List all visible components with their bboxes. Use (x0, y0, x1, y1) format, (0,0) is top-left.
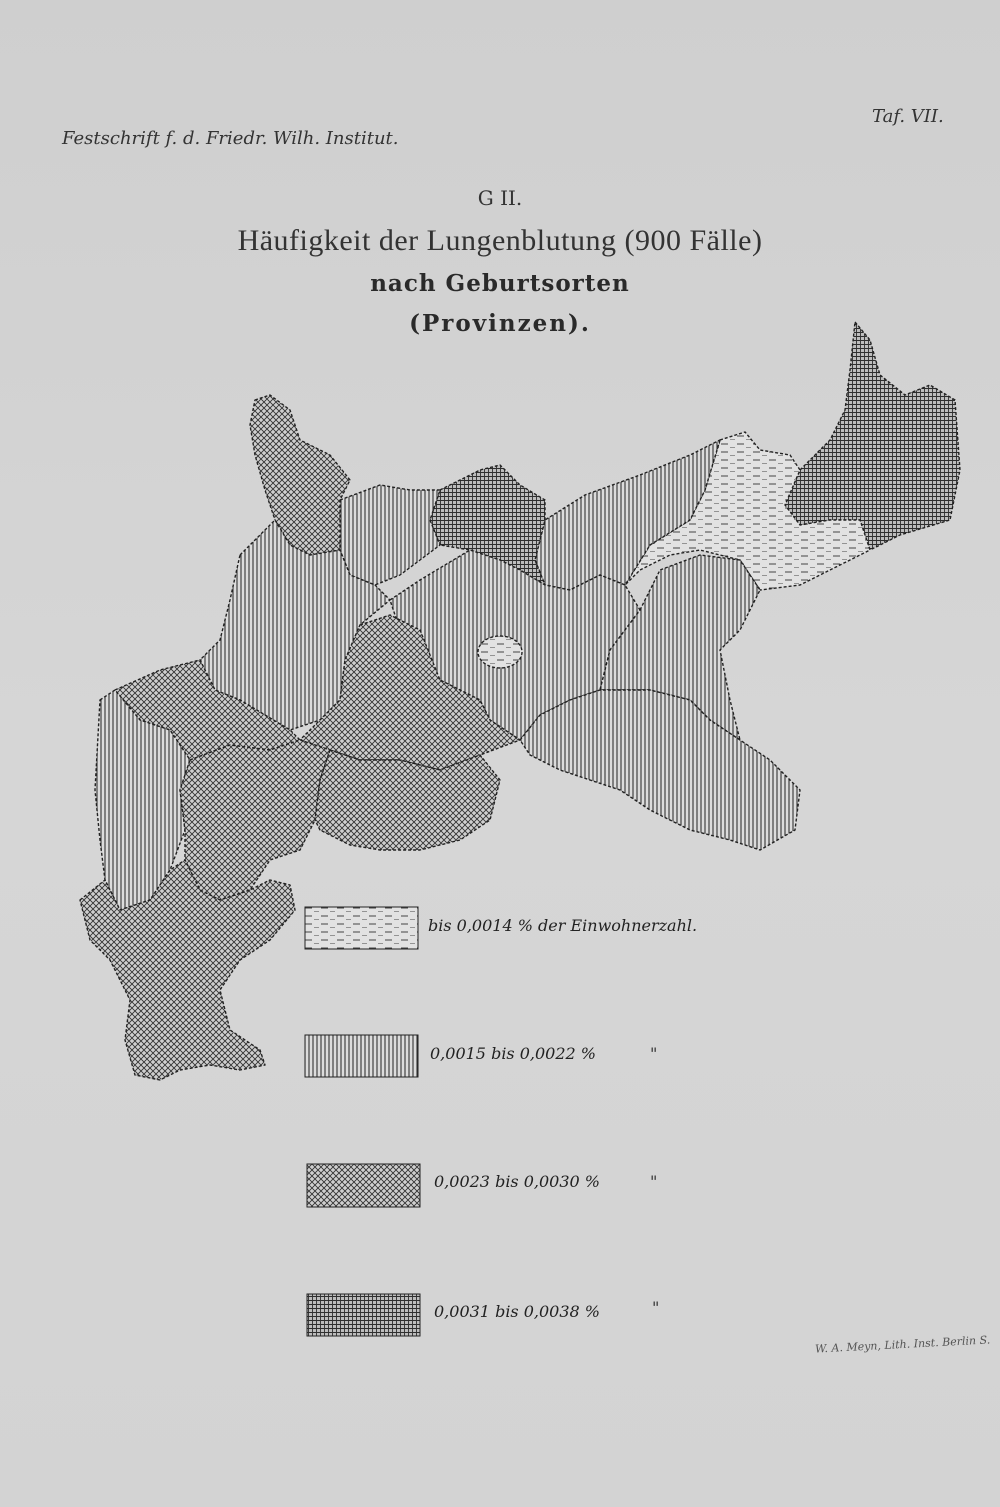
legend-swatch-vertical (305, 1035, 418, 1077)
legend-label-1: bis 0,0014 % der Einwohnerzahl. (428, 916, 698, 935)
region-silesia (520, 690, 800, 850)
figure-number: G II. (477, 186, 523, 210)
lithographer-imprint: W. A. Meyn, Lith. Inst. Berlin S. (814, 1333, 991, 1356)
region-thuringia (315, 750, 500, 850)
region-south-germany (80, 860, 295, 1080)
legend-ditto-2: " (650, 1044, 658, 1063)
region-east-prussia-north (785, 322, 960, 550)
region-mecklenburg (340, 485, 440, 585)
legend-swatch-grid (307, 1294, 420, 1336)
map-subtitle-provinces: (Provinzen). (409, 310, 591, 337)
legend-swatch-dashes (305, 907, 418, 949)
legend-swatch-crosshatch (307, 1164, 420, 1207)
legend-ditto-3: " (650, 1172, 658, 1191)
legend (305, 907, 420, 1336)
header-publication: Festschrift f. d. Friedr. Wilh. Institut. (62, 128, 399, 149)
legend-label-4: 0,0031 bis 0,0038 % (434, 1302, 600, 1321)
legend-label-2: 0,0015 bis 0,0022 % (430, 1044, 596, 1063)
region-hesse-nassau (180, 740, 330, 900)
map-subtitle: nach Geburtsorten (370, 270, 630, 297)
legend-ditto-4: " (652, 1298, 660, 1317)
header-plate-number: Taf. VII. (872, 106, 944, 127)
map-title: Häufigkeit der Lungenblutung (900 Fälle) (237, 224, 763, 257)
legend-label-3: 0,0023 bis 0,0030 % (434, 1172, 600, 1191)
region-berlin (478, 636, 522, 668)
